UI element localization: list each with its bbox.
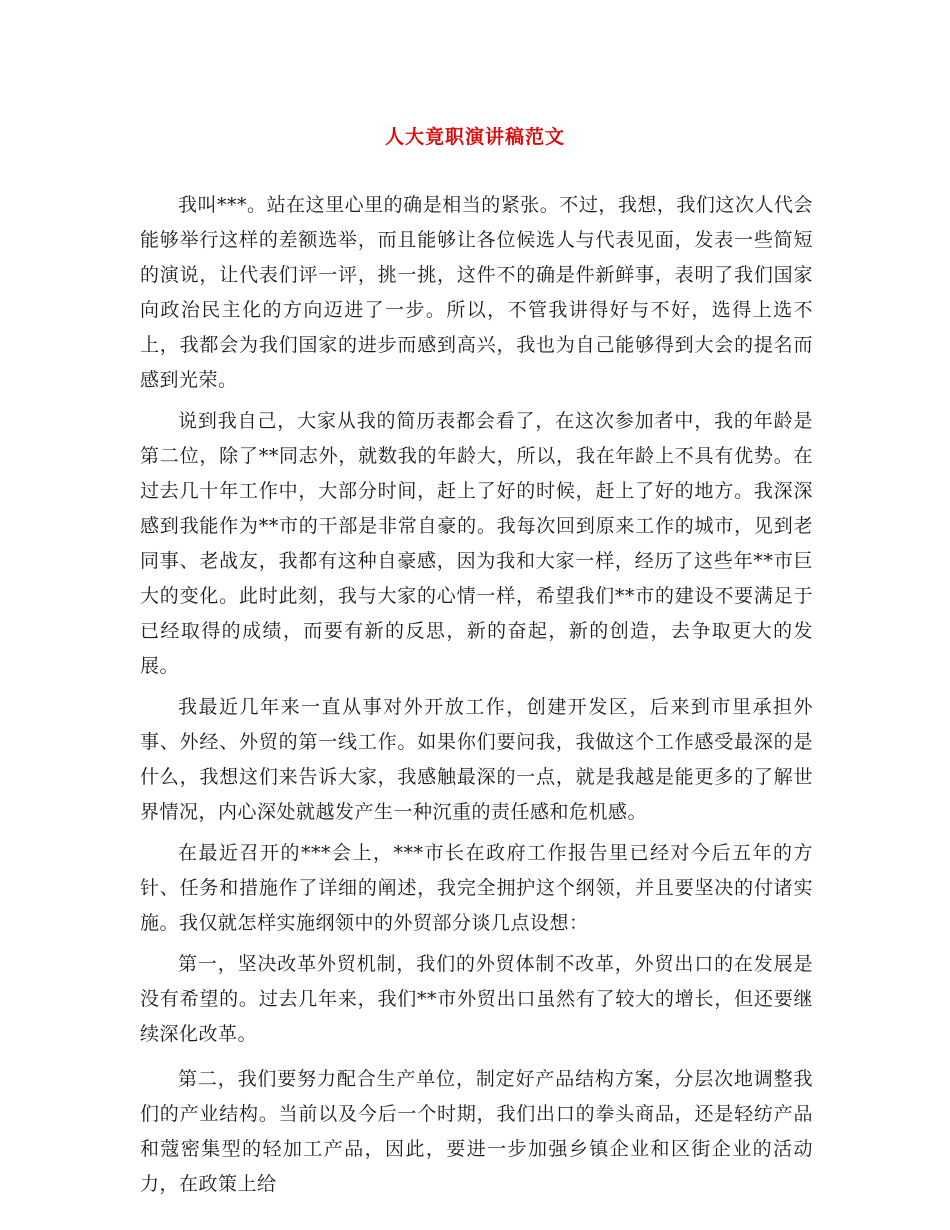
document-body xyxy=(140,188,813,1208)
paragraph-1: 我叫***。站在这里心里的确是相当的紧张。不过，我想，我们这次人代会能够举行这样的差额选举，而且能够让各位候选人与代表见面，发表一些简短的演说，让代表们评一评，挑一挑，这件不的确是件新鲜事，表明了我们国家向政治民主化的方向迈进了一步。所以，不管我讲得好与不好，选得上选不上，我都会为我们国家的进步而感到高兴，我也为自己能够得到大会的提名而感到光荣。 xyxy=(140,194,813,391)
paragraph-2: 说到我自己，大家从我的简历表都会看了，在这次参加者中，我的年龄是第二位，除了**同志外，就数我的年龄大，所以，我在年龄上不具有优势。在过去几十年工作中，大部分时间，赶上了好的时候，赶上了好的地方。我深深感到我能作为**市的干部是非常自豪的。我每次回到原来工作的城市，见到老同事、老战友，我都有这种自豪感，因为我和大家一样，经历了这些年**市巨大的变化。此时此刻，我与大家的心情一样，希望我们**市的建设不要满足于已经取得的成绩，而要有新的反思，新的奋起，新的创造，去争取更大的发展。 xyxy=(140,410,813,677)
paragraph-4: 在最近召开的***会上，***市长在政府工作报告里已经对今后五年的方针、任务和措施作了详细的阐述，我完全拥护这个纲领，并且要坚决的付诸实施。我仅就怎样实施纲领中的外贸部分谈几点设想： xyxy=(140,842,813,934)
paragraph-3: 我最近几年来一直从事对外开放工作，创建开发区，后来到市里承担外事、外经、外贸的第一线工作。如果你们要问我，我做这个工作感受最深的是什么，我想这们来告诉大家，我感触最深的一点，就是我越是能更多的了解世界情况，内心深处就越发产生一种沉重的责任感和危机感。 xyxy=(140,696,813,823)
paragraph-6: 第二，我们要努力配合生产单位，制定好产品结构方案，分层次地调整我们的产业结构。当前以及今后一个时期，我们出口的拳头商品，还是轻纺产品和蔻密集型的轻加工产品，因此，要进一步加强乡镇企业和区街企业的活动力，在政策上给 xyxy=(140,1068,813,1195)
document-title: 人大竟职演讲稿范文 xyxy=(384,126,565,148)
paragraph-5: 第一，坚决改革外贸机制，我们的外贸体制不改革，外贸出口的在发展是没有希望的。过去几年来，我们**市外贸出口虽然有了较大的增长，但还要继续深化改革。 xyxy=(140,953,813,1045)
